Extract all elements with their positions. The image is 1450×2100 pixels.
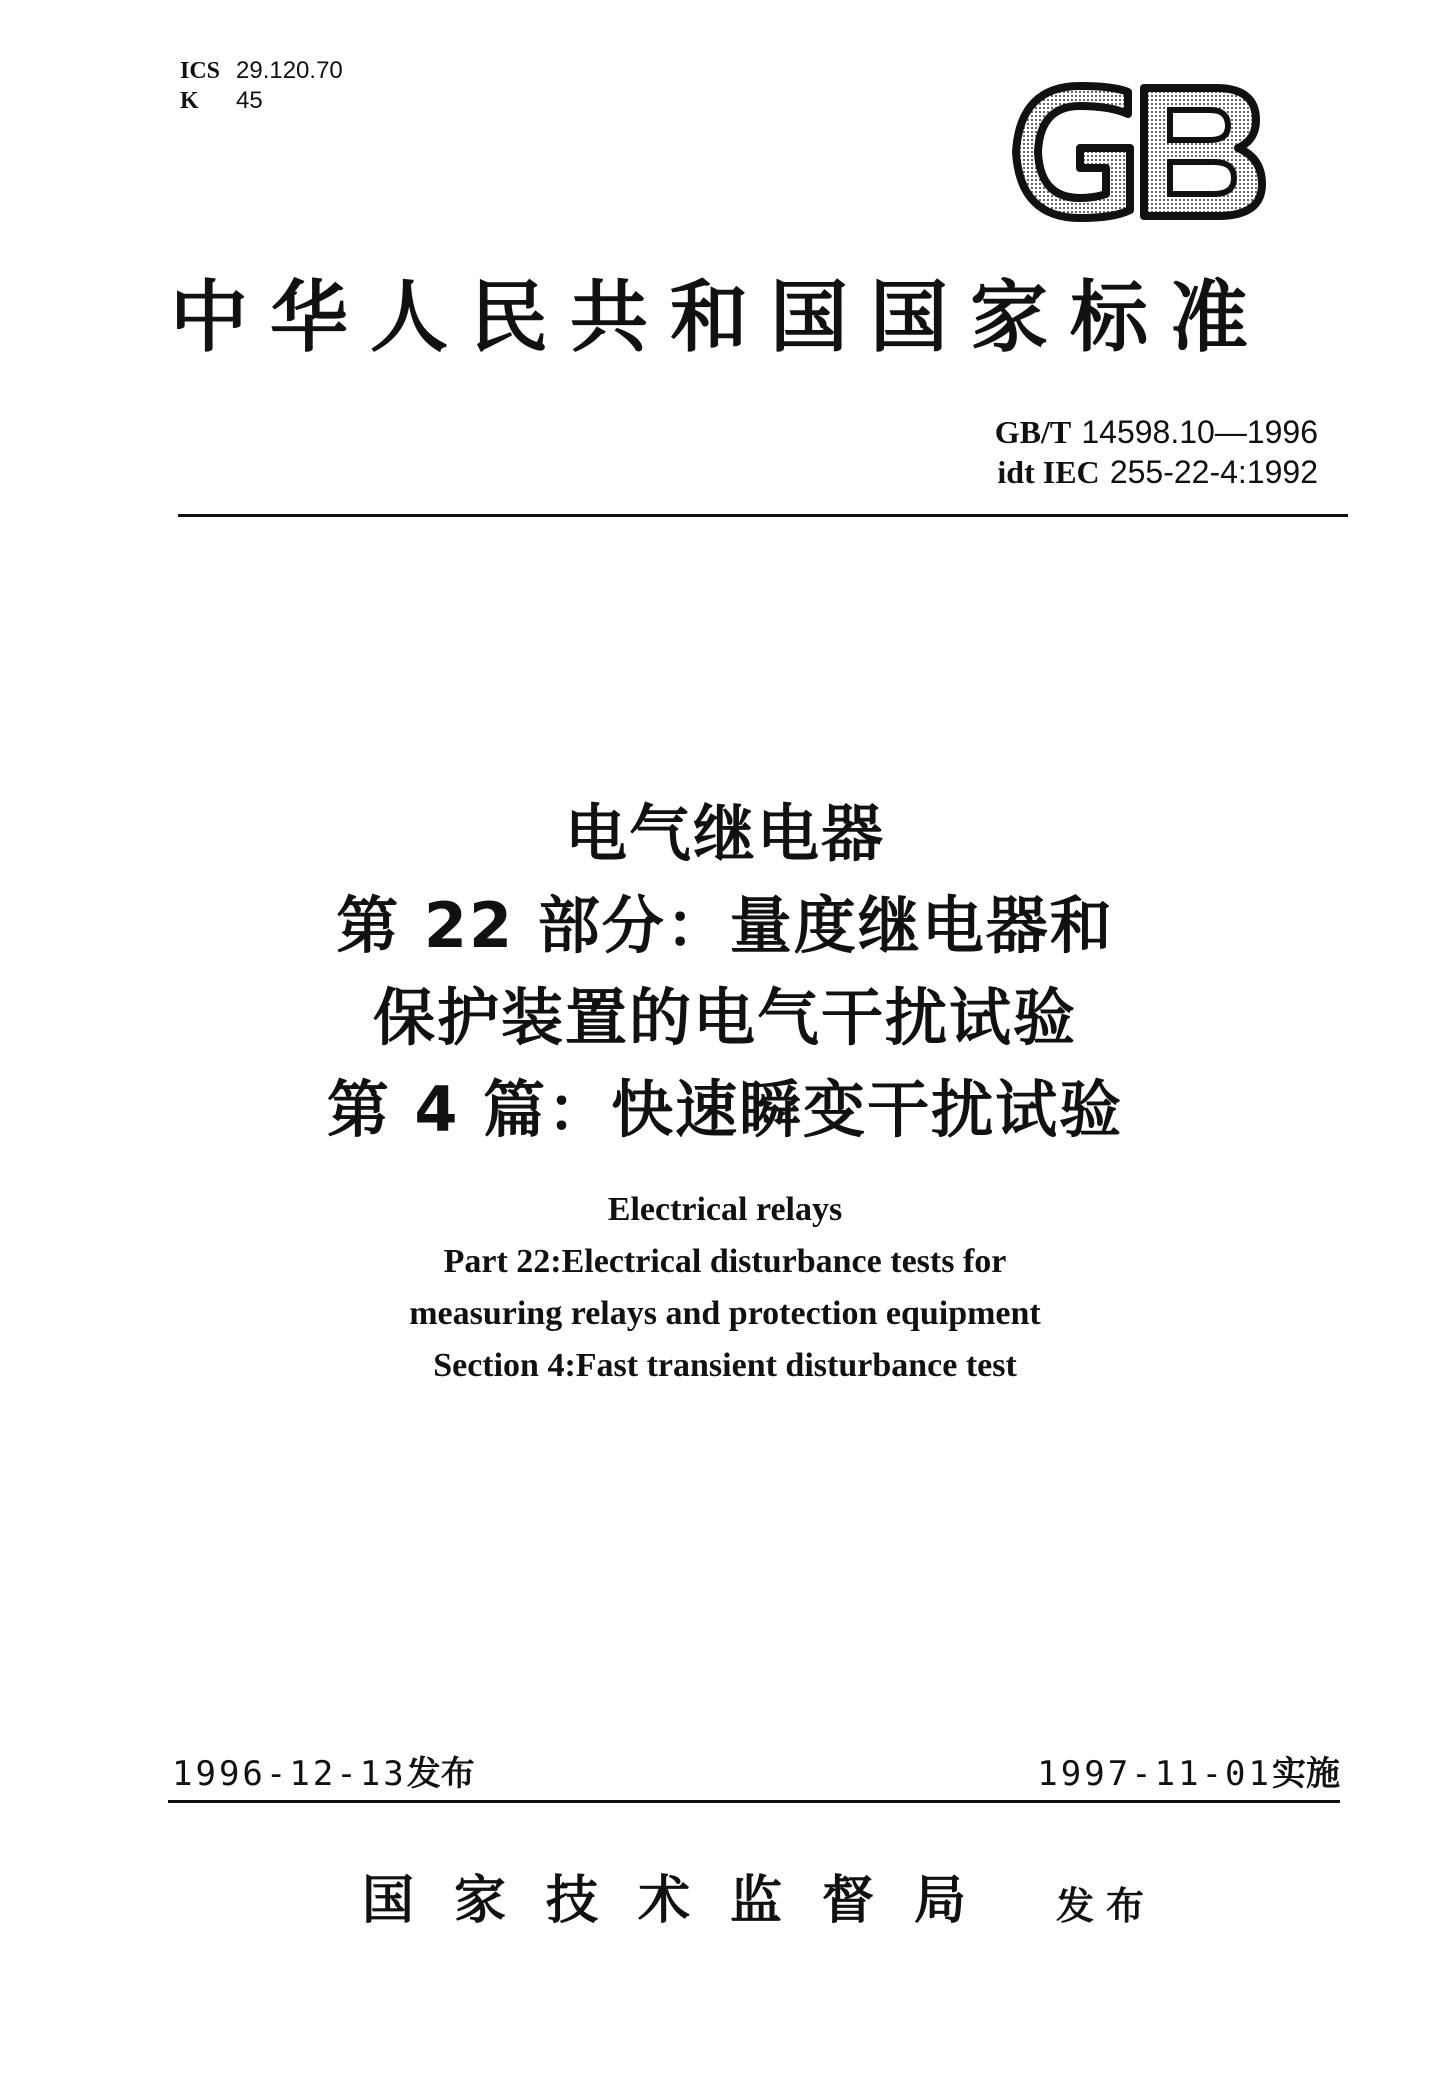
implement-date-label: 实施 [1272, 1754, 1340, 1794]
top-divider [178, 514, 1348, 517]
equivalence-prefix: idt IEC [997, 454, 1100, 490]
english-title [0, 1184, 1450, 1392]
implement-date [1037, 1752, 1340, 1796]
ccs-label: K [180, 88, 199, 114]
ccs-code: 45 [236, 87, 263, 114]
implement-date-value: 1997-11-01 [1037, 1754, 1272, 1794]
main-title: 中华人民共和国国家标准 [170, 273, 1271, 363]
chinese-title-line-4: 第 4 篇：快速瞬变干扰试验 [326, 1073, 1124, 1146]
standard-number-line [995, 412, 1318, 452]
issue-date-value: 1996-12-13 [172, 1754, 407, 1794]
issue-date-label: 发布 [406, 1754, 475, 1794]
ics-line [180, 56, 343, 86]
bottom-divider [168, 1800, 1340, 1803]
chinese-title-line-2: 第 22 部分：量度继电器和 [336, 889, 1114, 962]
classification-block [180, 56, 343, 116]
english-title-line-4: Section 4:Fast transient disturbance test [433, 1347, 1017, 1384]
standard-prefix: GB/T [994, 414, 1072, 450]
issue-date [172, 1752, 475, 1796]
ics-code: 29.120.70 [236, 57, 343, 84]
standard-number: 14598.10—1996 [1081, 414, 1318, 450]
chinese-title-line-1: 电气继电器 [564, 797, 885, 870]
equivalence-line [995, 452, 1318, 492]
equivalence-number: 255-22-4:1992 [1109, 454, 1318, 490]
issuer-name: 国家技术监督局 [362, 1871, 1007, 1931]
issuer-action: 发布 [1056, 1884, 1157, 1928]
english-title-line-1: Electrical relays [607, 1191, 843, 1228]
chinese-title [0, 788, 1450, 1156]
english-title-line-2: Part 22:Electrical disturbance tests for [443, 1243, 1007, 1280]
ccs-line [180, 86, 343, 116]
ics-label: ICS [180, 58, 221, 84]
chinese-title-line-3: 保护装置的电气干扰试验 [372, 981, 1077, 1054]
standard-numbers [995, 412, 1318, 492]
english-title-line-3: measuring relays and protection equipment [409, 1295, 1041, 1332]
gb-logo-icon [1010, 82, 1266, 222]
